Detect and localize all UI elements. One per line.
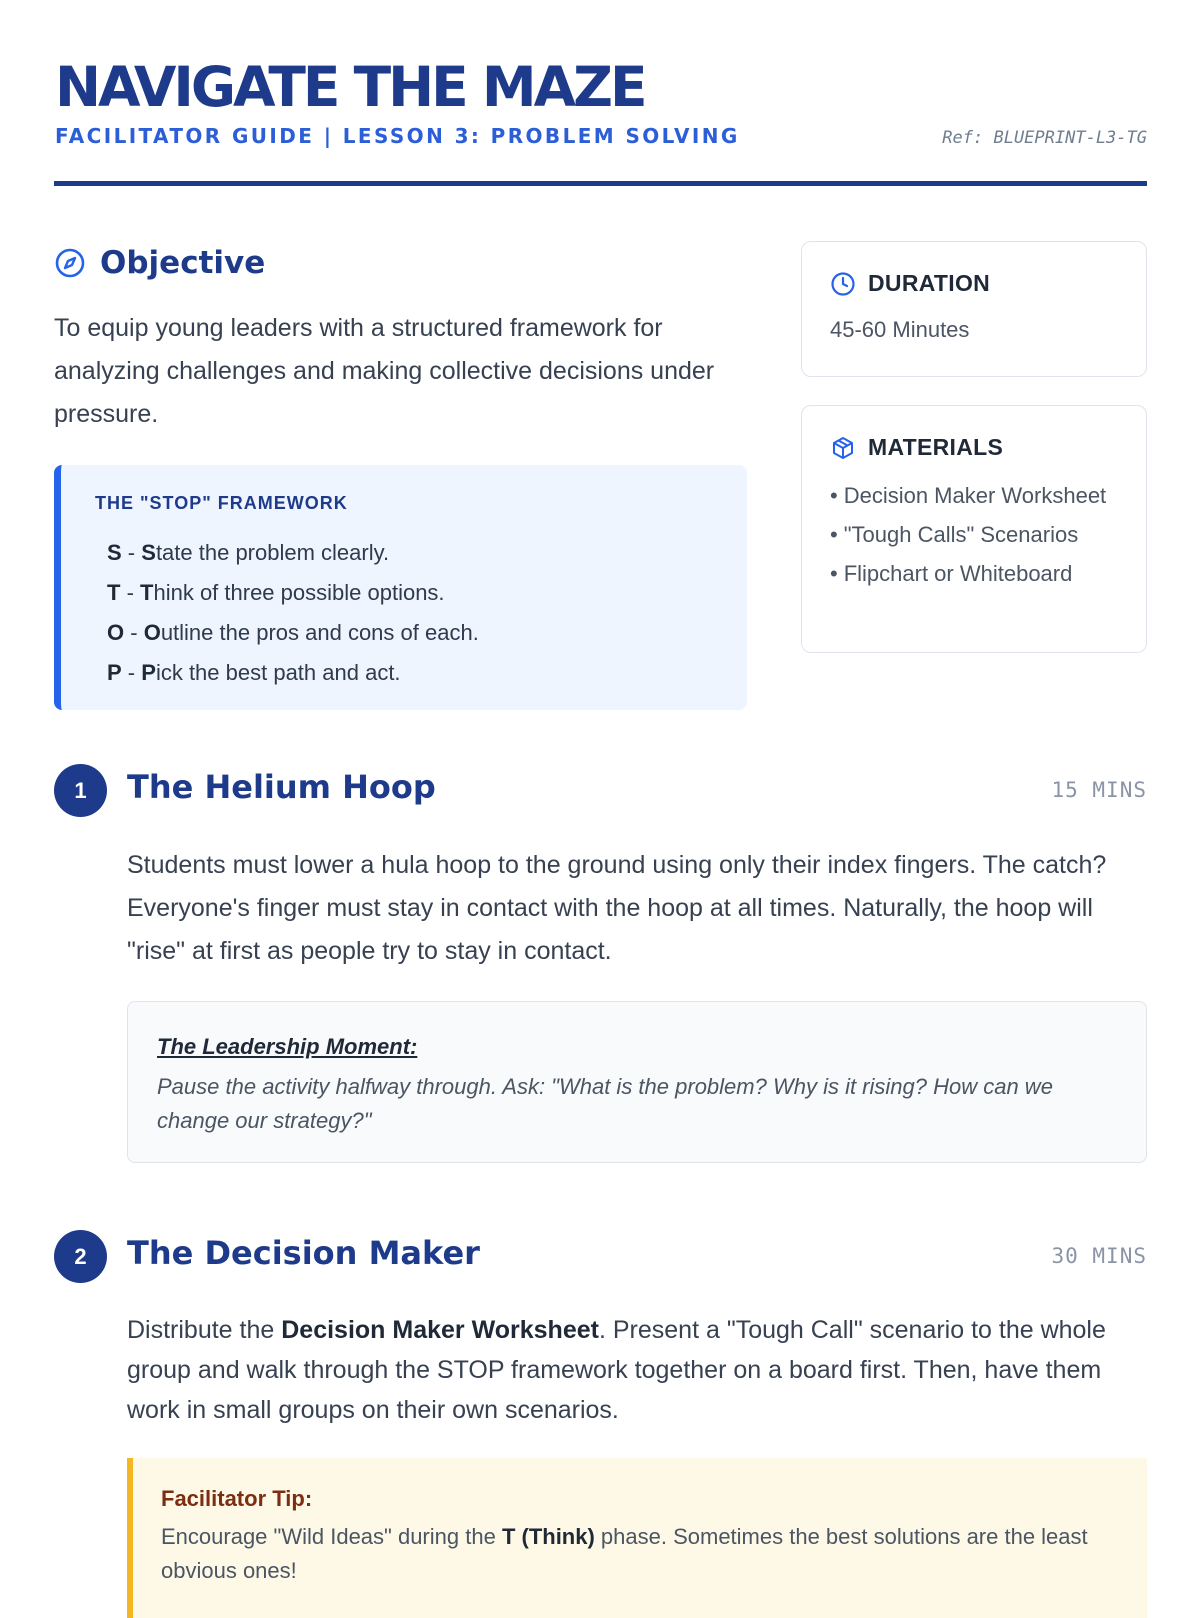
materials-card	[801, 405, 1147, 653]
activity-1-title: The Helium Hoop	[127, 768, 436, 806]
materials-list	[830, 479, 1130, 596]
duration-heading-row	[830, 270, 990, 297]
objective-text: To equip young leaders with a structured framework for analyzing challenges and making collective decisions under pressure.	[54, 314, 715, 428]
duration-card	[801, 241, 1147, 377]
stop-framework-box	[54, 465, 747, 710]
materials-heading-row	[830, 434, 1003, 461]
activity-2-duration: 30 MINS	[1051, 1244, 1147, 1268]
materials-item: • Decision Maker Worksheet	[830, 479, 1130, 512]
page-title: NAVIGATE THE MAZE	[55, 55, 645, 119]
facilitator-tip-label: Facilitator Tip:	[161, 1486, 313, 1511]
stop-framework-list	[107, 533, 479, 693]
stop-item-p: P - Pick the best path and act.	[107, 660, 401, 685]
cube-icon	[830, 435, 856, 461]
objective-heading-row	[54, 245, 265, 281]
stop-item-s: S - State the problem clearly.	[107, 540, 390, 565]
activity-2-title: The Decision Maker	[127, 1234, 480, 1272]
leadership-moment-callout	[127, 1001, 1147, 1163]
activity-1-header	[54, 764, 1147, 819]
activity-2-number-badge: 2	[54, 1230, 107, 1283]
stop-item-o: O - Outline the pros and cons of each.	[107, 620, 479, 645]
activity-2-header	[54, 1230, 1147, 1285]
activity-2-description: Distribute the Decision Maker Worksheet. Present a "Tough Call" scenario to the whole group and walk through the STOP framework together on a board first. Then, have them work in small groups on their own scenarios.	[127, 1316, 1106, 1424]
activity-1-description: Students must lower a hula hoop to the ground using only their index fingers. The catch? Everyone's finger must stay in contact with the hoop at all times. Naturally, the hoop will "rise" at first as people try to stay in contact.	[127, 851, 1107, 965]
leadership-moment-label: The Leadership Moment:	[157, 1034, 418, 1059]
materials-item: • Flipchart or Whiteboard	[830, 557, 1130, 590]
stop-framework-title: THE "STOP" FRAMEWORK	[95, 493, 348, 513]
materials-label: MATERIALS	[868, 434, 1004, 460]
activity-1-duration: 15 MINS	[1051, 778, 1147, 802]
objective-heading: Objective	[100, 245, 266, 281]
page-subtitle: FACILITATOR GUIDE | LESSON 3: PROBLEM SOLVING	[55, 124, 740, 148]
leadership-moment-text: Pause the activity halfway through. Ask: "What is the problem? Why is it rising? How can we change our strategy?"	[157, 1074, 1053, 1133]
compass-icon	[54, 247, 86, 279]
stop-item-t: T - Think of three possible options.	[107, 580, 445, 605]
duration-label: DURATION	[868, 270, 991, 296]
activity-1-number-badge: 1	[54, 764, 107, 817]
clock-icon	[830, 271, 856, 297]
facilitator-tip-callout	[127, 1458, 1147, 1618]
header-divider	[54, 181, 1147, 186]
facilitator-tip-text: Encourage "Wild Ideas" during the T (Think) phase. Sometimes the best solutions are the least obvious ones!	[161, 1524, 1088, 1583]
reference-code: Ref: BLUEPRINT-L3-TG	[942, 128, 1147, 148]
duration-value: 45-60 Minutes	[830, 317, 970, 342]
materials-item: • "Tough Calls" Scenarios	[830, 518, 1130, 551]
